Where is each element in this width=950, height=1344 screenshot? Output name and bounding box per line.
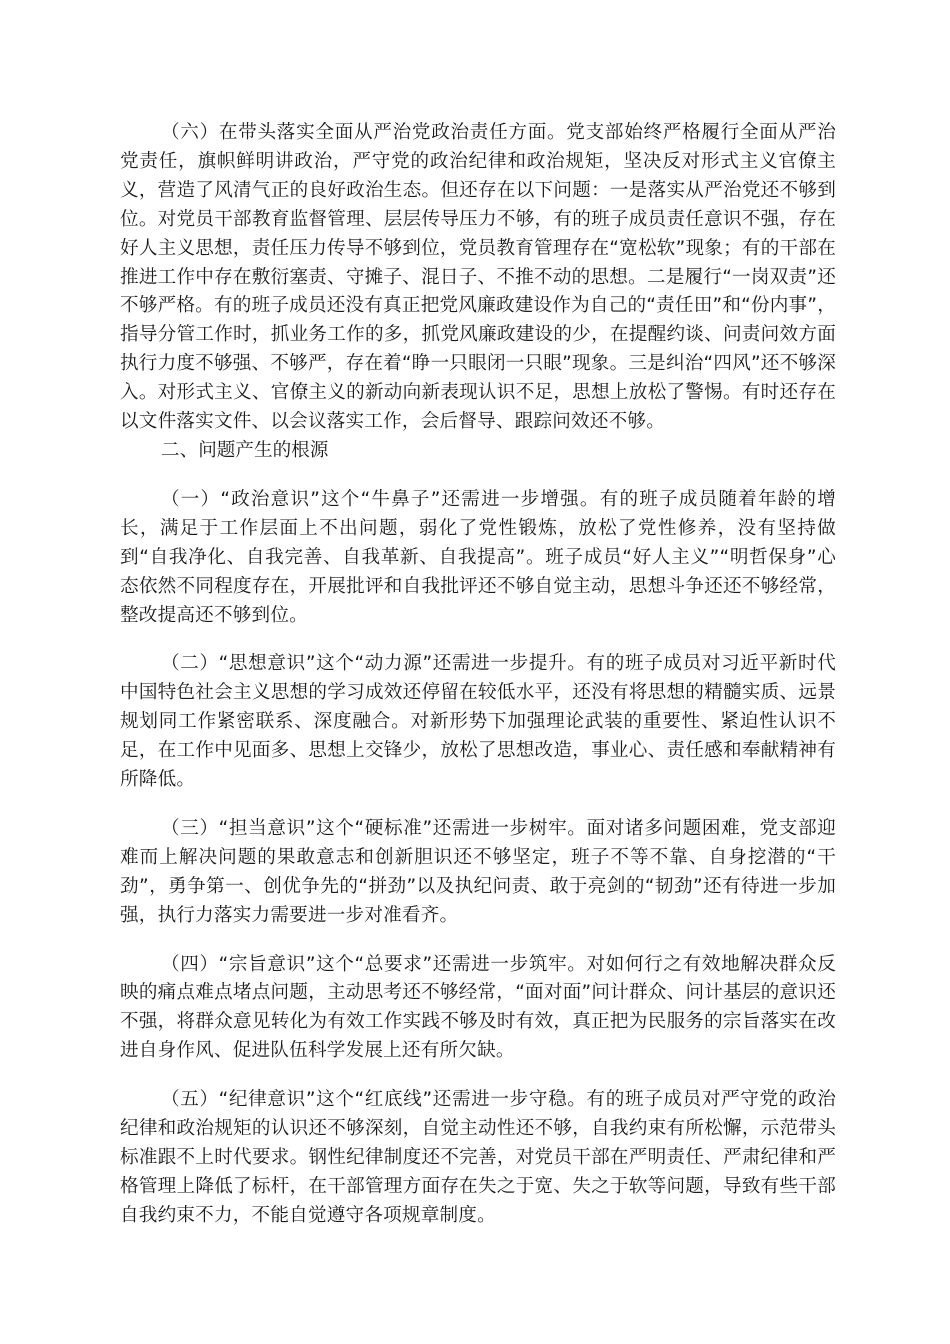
paragraph-root-cause-4: （四）“宗旨意识”这个“总要求”还需进一步筑牢。对如何行之有效地解决群众反映的痛点难点堵点问题，主动思考还不够经常，“面对面”问计群众、问计基层的意识还不强，将群众意见转化为有效工作实践不够及时有效，真正把为民服务的宗旨落实在改进自身作风、促进队伍科学发展上还有所欠缺。	[120, 953, 836, 1062]
paragraph-root-cause-5: （五）“纪律意识”这个“红底线”还需进一步守稳。有的班子成员对严守党的政治纪律和政治规矩的认识还不够深刻，自觉主动性还不够，自我约束有所松懈，示范带头标准跟不上时代要求。钢性纪律制度还不完善，对党员干部在严明责任、严肃纪律和严格管理上降低了标杆，在干部管理方面存在失之于宽、失之于软等问题，导致有些干部自我约束不力，不能自觉遵守各项规章制度。	[120, 1089, 836, 1226]
section-heading-root-causes: 二、问题产生的根源	[161, 439, 329, 461]
paragraph-root-cause-2: （二）“思想意识”这个“动力源”还需进一步提升。有的班子成员对习近平新时代中国特色社会主义思想的学习成效还停留在较低水平，还没有将思想的精髓实质、远景规划同工作紧密联系、深度融合。对新形势下加强理论武装的重要性、紧迫性认识不足，在工作中见面多、思想上交锋少，放松了思想改造，事业心、责任感和奉献精神有所降低。	[120, 653, 836, 791]
paragraph-root-cause-3: （三）“担当意识”这个“硬标准”还需进一步树牢。面对诸多问题困难，党支部迎难而上解决问题的果敢意志和创新胆识还不够坚定，班子不等不靠、自身挖潜的“干劲”，勇争第一、创优争先的“拼劲”以及执纪问责、敢于亮剑的“韧劲”还有待进一步加强，执行力落实力需要进一步对准看齐。	[120, 817, 836, 926]
paragraph-section-6: （六）在带头落实全面从严治党政治责任方面。党支部始终严格履行全面从严治党责任，旗帜鲜明讲政治，严守党的政治纪律和政治规矩，坚决反对形式主义官僚主义，营造了风清气正的良好政治生态。但还存在以下问题：一是落实从严治党还不够到位。对党员干部教育监督管理、层层传导压力不够，有的班子成员责任意识不强，存在好人主义思想，责任压力传导不够到位，党员教育管理存在“宽松软”现象；有的干部在推进工作中存在敷衍塞责、守摊子、混日子、不推不动的思想。二是履行“一岗双责”还不够严格。有的班子成员还没有真正把党风廉政建设作为自己的“责任田”和“份内事”，指导分管工作时，抓业务工作的多，抓党风廉政建设的少，在提醒约谈、问责问效方面执行力度不够强、不够严，存在着“睁一只眼闭一只眼”现象。三是纠治“四风”还不够深入。对形式主义、官僚主义的新动向新表现认识不足，思想上放松了警惕。有时还存在以文件落实文件、以会议落实工作，会后督导、跟踪问效还不够。	[120, 122, 836, 433]
paragraph-root-cause-1: （一）“政治意识”这个“牛鼻子”还需进一步增强。有的班子成员随着年龄的增长，满足于工作层面上不出问题，弱化了党性锻炼，放松了党性修养，没有坚持做到“自我净化、自我完善、自我革新、自我提高”。班子成员“好人主义”“明哲保身”心态依然不同程度存在，开展批评和自我批评还不够自觉主动，思想斗争还还不够经常，整改提高还不够到位。	[120, 488, 836, 626]
document-page	[120, 119, 836, 1231]
